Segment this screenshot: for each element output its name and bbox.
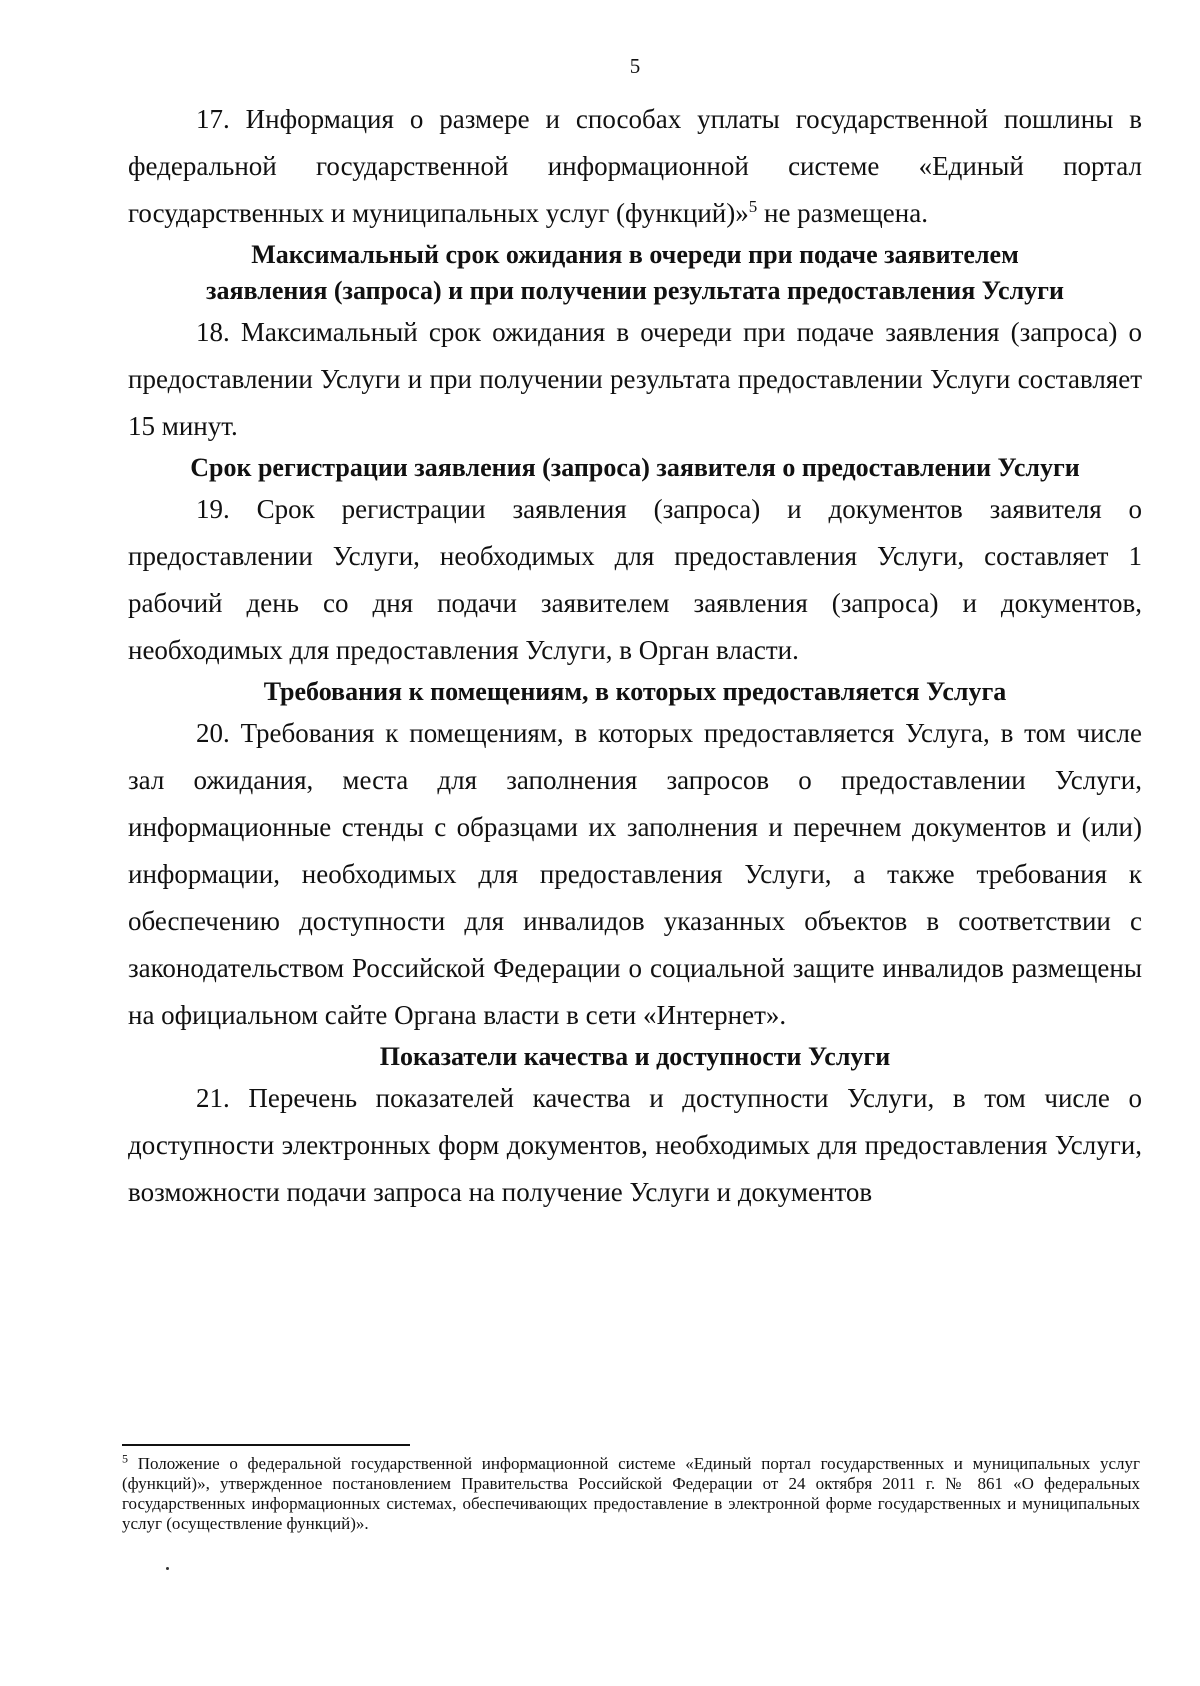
paragraph-21: 21. Перечень показателей качества и доступности Услуги, в том числе о доступности электронных форм документов, необходимых для предоставления Услуги, возможности подачи запроса на получение Услуги и документов <box>128 1083 1142 1207</box>
heading-quality-indicators: Показатели качества и доступности Услуги <box>379 1042 891 1071</box>
heading-queue-line-1: Максимальный срок ожидания в очереди при подаче заявителем <box>251 240 1019 269</box>
document-body <box>128 96 1142 1216</box>
paragraph-17-text: 17. Информация о размере и способах уплаты государственной пошлины в федеральной государственной информационной системе «Единый портал государственных и муниципальных услуг (функций)» <box>128 104 1142 228</box>
scan-speck <box>166 1567 169 1570</box>
paragraph-17 <box>128 96 1142 237</box>
paragraph-19: 19. Срок регистрации заявления (запроса) и документов заявителя о предоставлении Услуги, необходимых для предоставления Услуги, составляет 1 рабочий день со дня подачи заявителем заявления (запроса) и документов, необходимых для предоставления Услуги, в Орган власти. <box>128 494 1142 665</box>
footnote-text: Положение о федеральной государственной информационной системе «Единый портал государственных и муниципальных услуг (функций)», утвержденное постановлением Правительства Российской Федерации от 24 октября 2011 г. № 861 «О федеральных государственных информационных системах, обеспечивающих предоставление в электронной форме государственных и муниципальных услуг (осуществление функций)». <box>122 1454 1140 1533</box>
paragraph-18: 18. Максимальный срок ожидания в очереди при подаче заявления (запроса) о предоставлении Услуги и при получении результата предоставлении Услуги составляет 15 минут. <box>128 317 1142 441</box>
footnote-mark: 5 <box>122 1451 128 1466</box>
heading-premises-requirements: Требования к помещениям, в которых предоставляется Услуга <box>263 677 1007 706</box>
heading-queue-waiting-time <box>128 237 1142 309</box>
paragraph-20: 20. Требования к помещениям, в которых предоставляется Услуга, в том числе зал ожидания, места для заполнения запросов о предоставлении Услуги, информационные стенды с образцами их заполнения и перечнем документов и (или) информации, необходимых для предоставления Услуги, а также требования к обеспечению доступности для инвалидов указанных объектов в соответствии с законодательством Российской Федерации о социальной защите инвалидов размещены на официальном сайте Органа власти в сети «Интернет». <box>128 718 1142 1030</box>
page-number: 5 <box>629 54 641 78</box>
footnote-separator <box>122 1444 410 1446</box>
paragraph-17-tail: не размещена. <box>757 198 928 228</box>
footnote-reference[interactable]: 5 <box>748 197 758 216</box>
heading-queue-line-2: заявления (запроса) и при получении результата предоставления Услуги <box>206 276 1064 305</box>
heading-registration-term: Срок регистрации заявления (запроса) заявителя о предоставлении Услуги <box>190 453 1080 482</box>
footnote-5 <box>122 1451 1140 1534</box>
